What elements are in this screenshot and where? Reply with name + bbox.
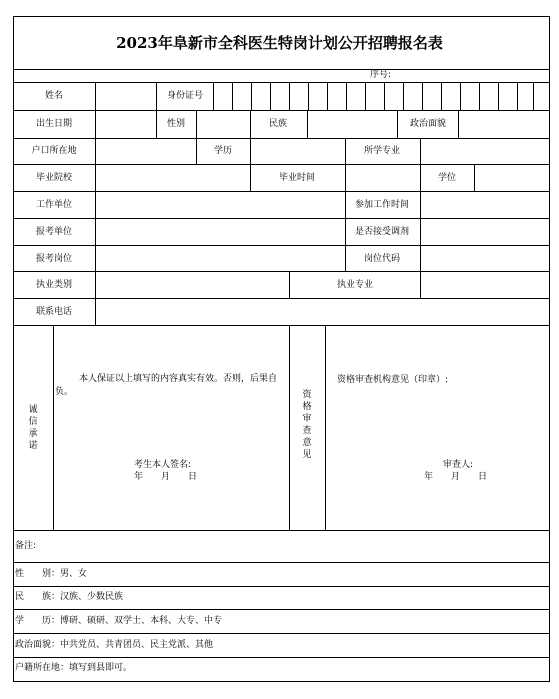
birth-date-field[interactable] bbox=[96, 111, 156, 138]
row-line bbox=[13, 586, 550, 587]
col-line bbox=[397, 110, 398, 139]
row-line bbox=[13, 325, 550, 326]
name-field[interactable] bbox=[96, 83, 156, 110]
position-code-label: 岗位代码 bbox=[363, 254, 401, 264]
border-right bbox=[549, 16, 550, 682]
note-gender: 性 别：男、女 bbox=[15, 569, 88, 579]
applied-unit-field[interactable] bbox=[96, 219, 345, 245]
note-political: 政治面貌：中共党员、共青团员、民主党派、其他 bbox=[15, 640, 214, 650]
note-education: 学 历：博研、硕研、双学士、本科、大专、中专 bbox=[15, 616, 223, 626]
graduate-school-label: 毕业院校 bbox=[35, 173, 73, 183]
row-line bbox=[13, 657, 550, 658]
border-bottom bbox=[13, 681, 550, 682]
practice-specialty-field[interactable] bbox=[421, 272, 549, 298]
col-line bbox=[420, 164, 421, 192]
pledge-text: 本人保证以上填写的内容真实有效。否则，后果自负。 bbox=[55, 374, 278, 397]
border-top bbox=[13, 16, 550, 17]
household-location-label: 户口所在地 bbox=[31, 146, 77, 156]
notes-heading: 备注: bbox=[15, 541, 37, 551]
serial-label: 序号: bbox=[370, 70, 392, 80]
pledge-date-line: 年 月 日 bbox=[134, 472, 198, 482]
work-start-time-field[interactable] bbox=[421, 192, 549, 218]
col-line bbox=[289, 271, 290, 299]
major-field[interactable] bbox=[421, 139, 549, 164]
col-line bbox=[325, 325, 326, 531]
ethnicity-field[interactable] bbox=[308, 111, 397, 138]
id-number-field[interactable] bbox=[214, 83, 549, 110]
applied-position-label: 报考岗位 bbox=[35, 254, 73, 264]
col-line bbox=[250, 164, 251, 192]
education-field[interactable] bbox=[251, 139, 345, 164]
birth-date-label: 出生日期 bbox=[35, 119, 73, 129]
degree-field[interactable] bbox=[475, 165, 549, 191]
gender-field[interactable] bbox=[197, 111, 250, 138]
practice-category-field[interactable] bbox=[96, 272, 289, 298]
practice-category-label: 执业类别 bbox=[35, 280, 73, 290]
work-unit-label: 工作单位 bbox=[35, 200, 73, 210]
practice-specialty-label: 执业专业 bbox=[336, 280, 374, 290]
applied-unit-label: 报考单位 bbox=[35, 227, 73, 237]
id-number-label: 身份证号 bbox=[166, 91, 204, 101]
review-section-label: 资格审查意见 bbox=[302, 390, 312, 460]
work-unit-field[interactable] bbox=[96, 192, 345, 218]
contact-phone-field[interactable] bbox=[96, 299, 549, 325]
major-label: 所学专业 bbox=[363, 146, 401, 156]
row-line bbox=[13, 562, 550, 563]
row-line bbox=[13, 164, 550, 165]
col-line bbox=[345, 191, 346, 272]
graduation-time-field[interactable] bbox=[346, 165, 420, 191]
household-location-field[interactable] bbox=[96, 139, 196, 164]
col-line bbox=[250, 110, 251, 139]
col-line bbox=[53, 325, 54, 531]
row-line bbox=[13, 69, 550, 70]
row-line bbox=[13, 633, 550, 634]
political-status-label: 政治面貌 bbox=[409, 119, 447, 129]
col-line bbox=[156, 110, 157, 139]
political-status-field[interactable] bbox=[459, 111, 549, 138]
accept-transfer-field[interactable] bbox=[421, 219, 549, 245]
degree-label: 学位 bbox=[437, 173, 457, 183]
graduate-school-field[interactable] bbox=[96, 165, 250, 191]
work-start-time-label: 参加工作时间 bbox=[354, 200, 410, 210]
ethnicity-label: 民族 bbox=[268, 119, 288, 129]
note-ethnicity: 民 族：汉族、少数民族 bbox=[15, 592, 124, 602]
col-line bbox=[345, 138, 346, 165]
accept-transfer-label: 是否接受调剂 bbox=[354, 227, 410, 237]
gender-label: 性别 bbox=[166, 119, 186, 129]
form-title: 2023年阜新市全科医生特岗计划公开招聘报名表 bbox=[116, 34, 443, 52]
review-text: 资格审查机构意见（印章）: bbox=[337, 375, 449, 385]
row-line bbox=[13, 530, 550, 531]
col-line bbox=[289, 325, 290, 531]
pledge-section-label: 诚信承诺 bbox=[28, 405, 38, 451]
graduation-time-label: 毕业时间 bbox=[278, 173, 316, 183]
education-label: 学历 bbox=[213, 146, 233, 156]
reviewer-label: 审查人: bbox=[443, 460, 474, 470]
position-code-field[interactable] bbox=[421, 246, 549, 271]
col-line bbox=[196, 138, 197, 165]
applied-position-field[interactable] bbox=[96, 246, 345, 271]
note-household: 户籍所在地：填写到县即可。 bbox=[15, 663, 133, 673]
review-date-line: 年 月 日 bbox=[424, 472, 488, 482]
pledge-signature-label: 考生本人签名: bbox=[134, 460, 192, 470]
name-label: 姓名 bbox=[44, 91, 64, 101]
row-line bbox=[13, 609, 550, 610]
col-line bbox=[156, 82, 157, 111]
border-left bbox=[13, 16, 14, 682]
contact-phone-label: 联系电话 bbox=[35, 307, 73, 317]
